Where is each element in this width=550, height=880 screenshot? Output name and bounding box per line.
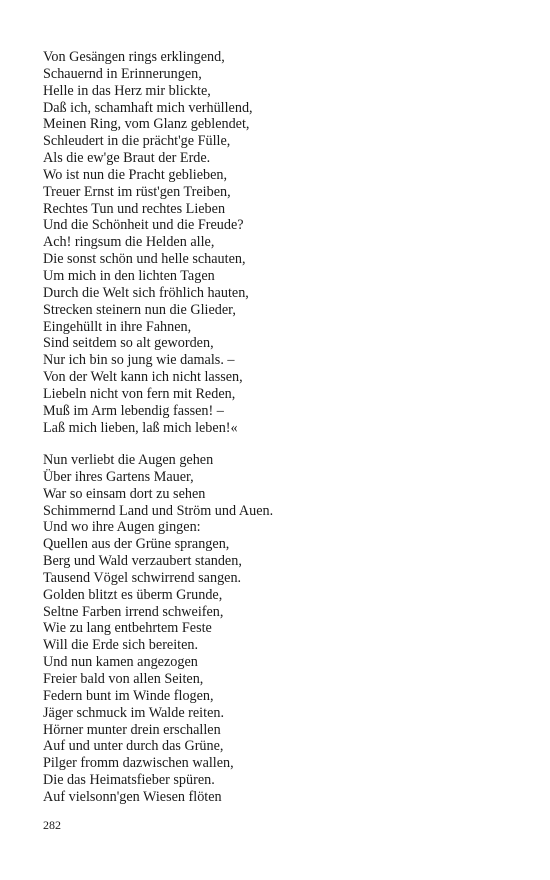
poem-line: Meinen Ring, vom Glanz geblendet, [43,116,250,133]
poem-line: Als die ew'ge Braut der Erde. [43,150,211,167]
stanza-2 [43,452,273,806]
poem-line: Freier bald von allen Seiten, [43,670,204,687]
poem-line: Tausend Vögel schwirrend sangen. [43,569,242,586]
poem-line: Nun verliebt die Augen gehen [43,452,214,468]
poem-line: Nur ich bin so jung wie damals. – [43,352,235,369]
poem-line: War so einsam dort zu sehen [43,485,206,502]
poem-line: Eingehüllt in ihre Fahnen, [43,318,192,335]
poem-line: Strecken steinern nun die Glieder, [43,301,236,318]
poem-line: Federn bunt im Winde flogen, [43,687,214,704]
poem-line: Durch die Welt sich fröhlich hauten, [43,284,249,301]
poem-line: Jäger schmuck im Walde reiten. [43,704,225,721]
poem-line: Auf und unter durch das Grüne, [43,738,224,755]
poem-line: Über ihres Gartens Mauer, [43,468,194,485]
poem-line: Schleudert in die prächt'ge Fülle, [43,133,231,150]
poem-line: Daß ich, schamhaft mich verhüllend, [43,99,253,116]
poem-line: Hörner munter drein erschallen [43,721,221,738]
poem-line: Schauernd in Erinnerungen, [43,65,202,82]
poem-line: Pilger fromm dazwischen wallen, [43,755,234,772]
poem-line: Auf vielsonn'gen Wiesen flöten [43,788,222,805]
poem-line: Helle in das Herz mir blickte, [43,82,211,99]
poem-line: Quellen aus der Grüne sprangen, [43,536,230,553]
poem-line: Berg und Wald verzaubert standen, [43,553,242,570]
poem-line: Laß mich lieben, laß mich leben!« [43,419,238,436]
poem-line: Will die Erde sich bereiten. [43,637,199,654]
poem-line: Schimmernd Land und Ström und Auen. [43,502,274,519]
stanza-1 [43,49,253,436]
poem-line: Die sonst schön und helle schauten, [43,251,246,268]
poem-line: Treuer Ernst im rüst'gen Treiben, [43,183,231,200]
poem-line: Die das Heimatsfieber spüren. [43,772,215,789]
page-number: 282 [43,818,61,832]
poem-line: Sind seitdem so alt geworden, [43,335,214,352]
poem-line: Und die Schönheit und die Freude? [43,217,244,234]
poem-line: Wie zu lang entbehrtem Feste [43,620,212,637]
poem-line: Ach! ringsum die Helden alle, [43,234,215,251]
poem-line: Rechtes Tun und rechtes Lieben [43,200,226,217]
poem-line: Und wo ihre Augen gingen: [43,519,201,536]
poem-line: Muß im Arm lebendig fassen! – [43,402,224,419]
poem-line: Um mich in den lichten Tagen [43,267,215,284]
poem-line: Liebeln nicht von fern mit Reden, [43,385,236,402]
poem-line: Golden blitzt es überm Grunde, [43,586,223,603]
poem-line: Wo ist nun die Pracht geblieben, [43,166,228,183]
poem-line: Und nun kamen angezogen [43,654,198,671]
poem-line: Von der Welt kann ich nicht lassen, [43,369,243,386]
poem-line: Seltne Farben irrend schweifen, [43,603,224,620]
poem-line: Von Gesängen rings erklingend, [43,49,225,65]
